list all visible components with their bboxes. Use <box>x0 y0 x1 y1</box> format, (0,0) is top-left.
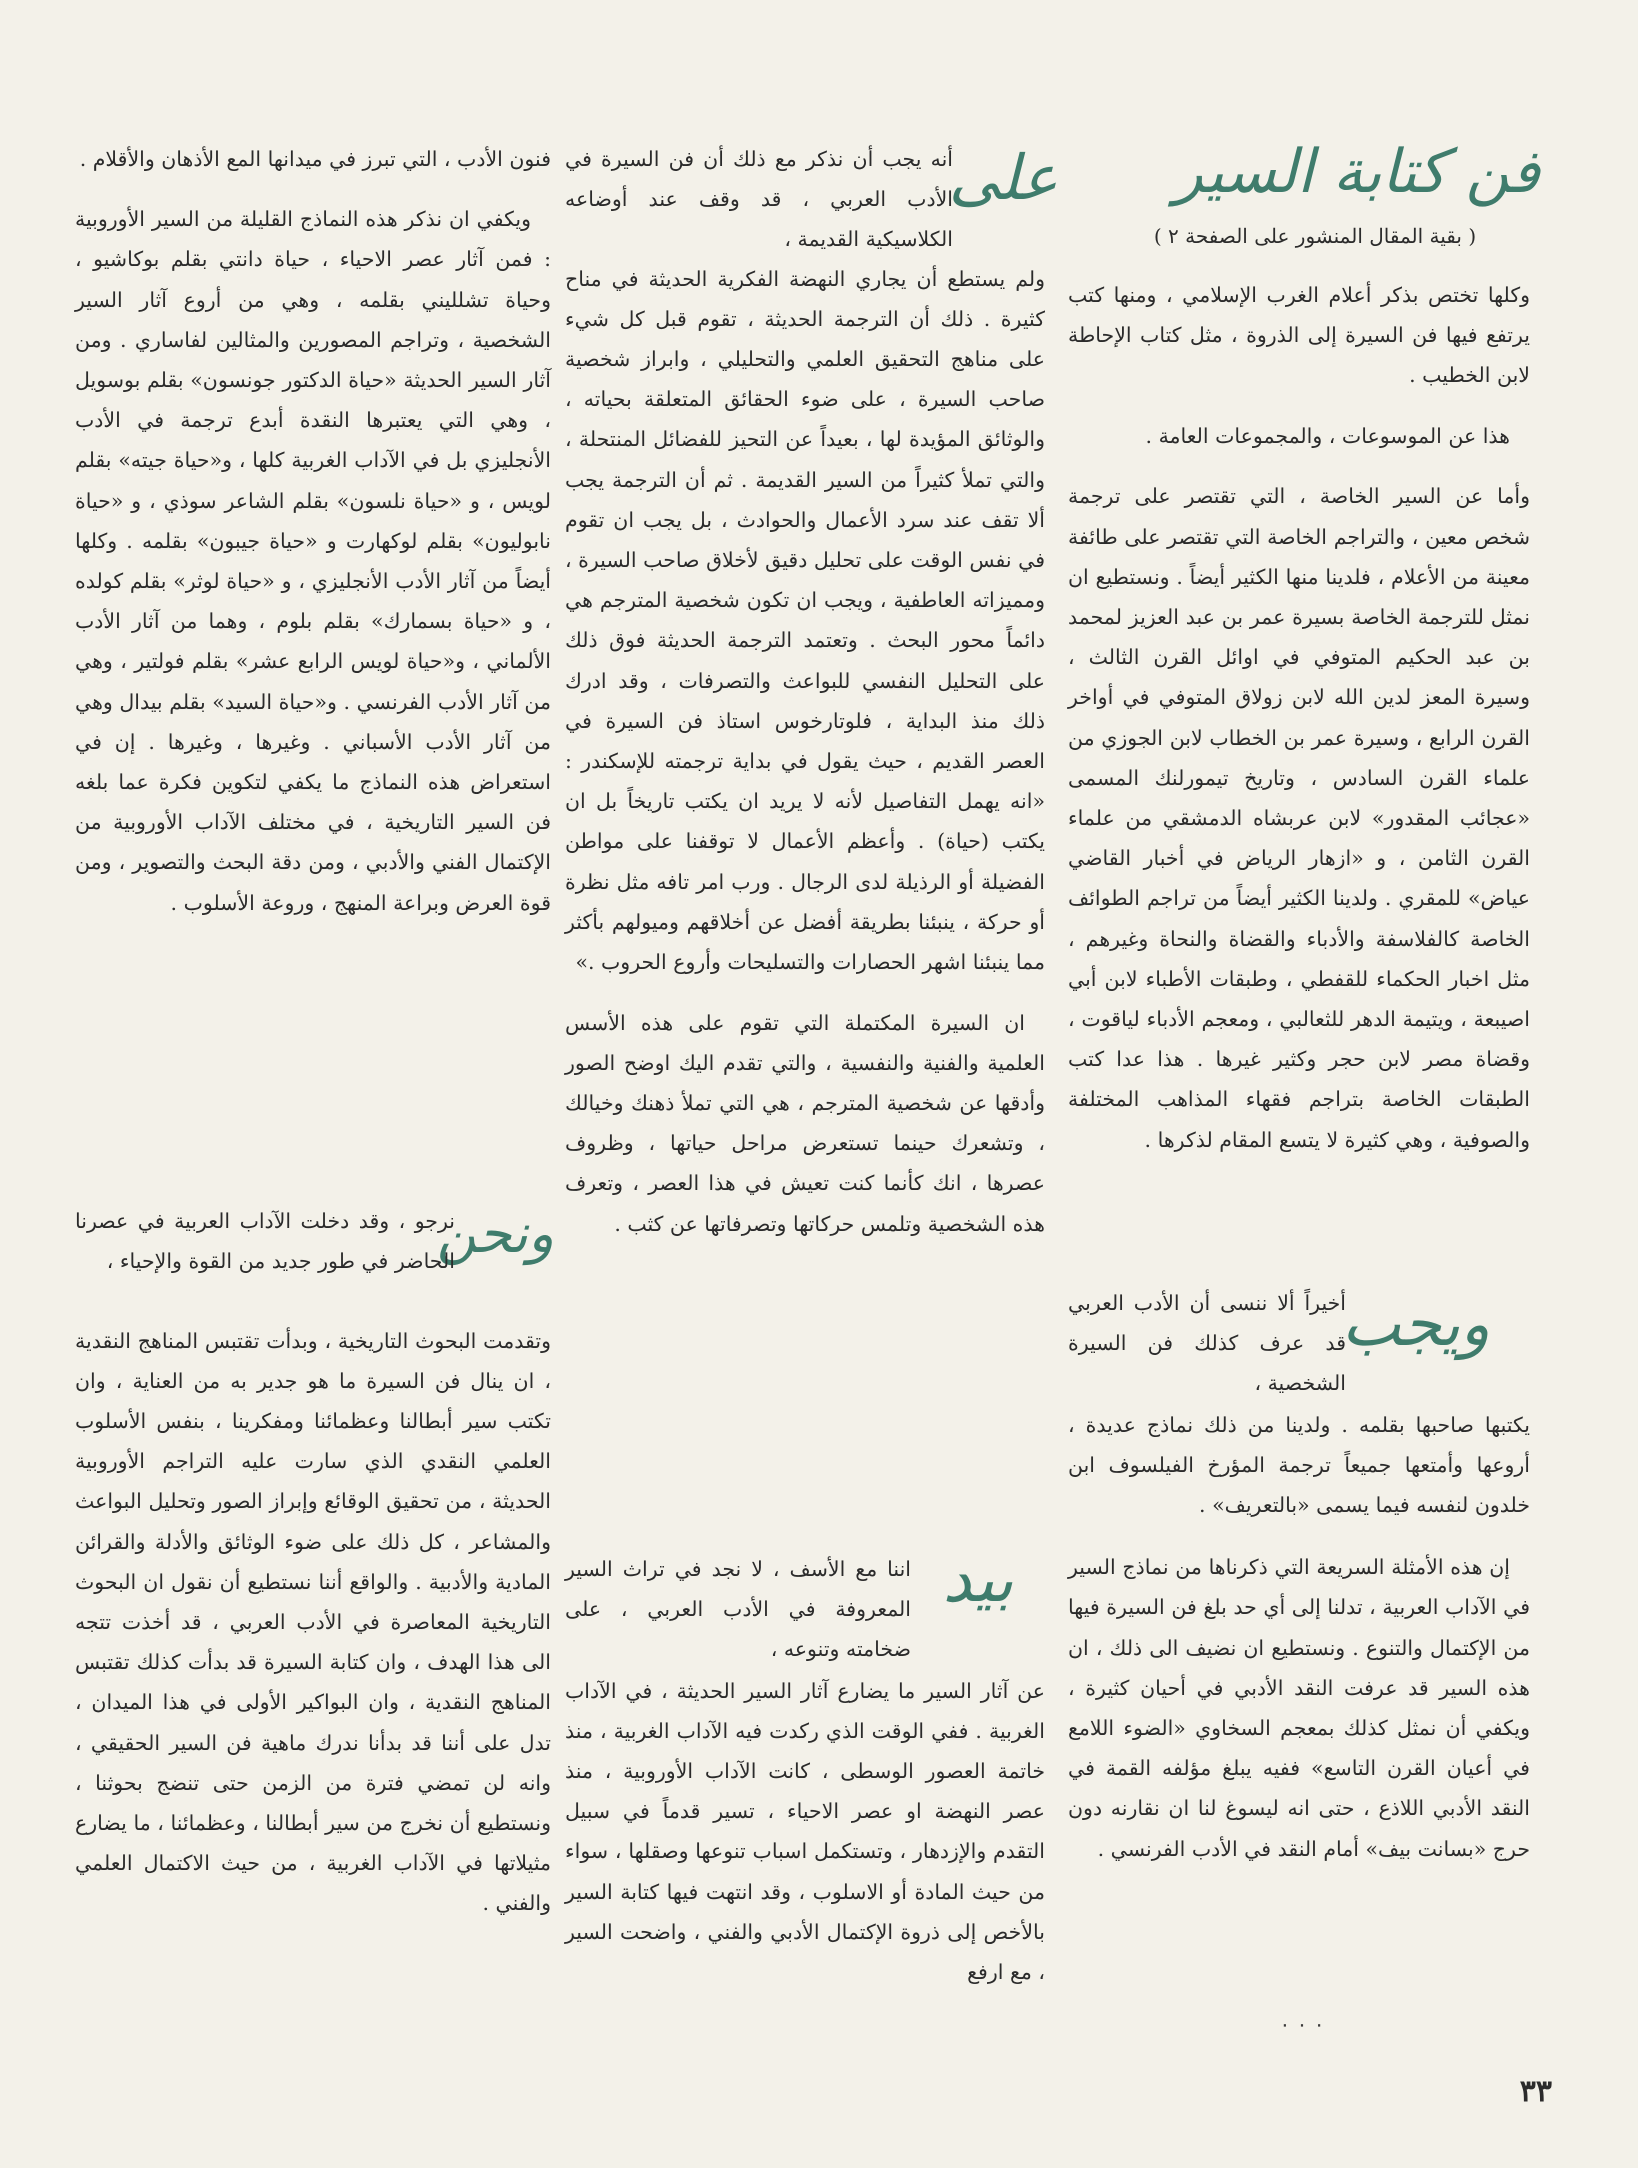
paragraph: هذا عن الموسوعات ، والمجموعات العامة . <box>1145 423 1510 448</box>
paragraph: ان السيرة المكتملة التي تقوم على هذه الأسس العلمية والفنية والنفسية ، والتي تقدم اليك اوضح الصور وأدقها عن شخصية المترجم ، هي التي تملأ ذهنك وخيالك ، وتشعرك حينما تستعرض مراحل حياتها ، وظروف عصرها ، انك كأنما كنت تعيش في هذا العصر ، وتعرف هذه الشخصية وتلمس حركاتها وتصرفاتها عن كثب . <box>565 1010 1045 1236</box>
paragraph: ويكفي ان نذكر هذه النماذج القليلة من السير الأوروبية : فمن آثار عصر الاحياء ، حياة دانتي بقلم بوكاشيو ، وحياة تشلليني بقلمه ، وهي من أروع آثار السير الشخصية ، وتراجم المصورين والمثالين لفاساري . ومن آثار السير الحديثة «حياة الدكتور جونسون» بقلم بوسويل ، وهي التي يعتبرها النقدة أبدع ترجمة في الأدب الأنجليزي بل في الآداب الغربية كلها ، و«حياة جيته» بقلم لويس ، و «حياة نلسون» بقلم الشاعر سوذي ، و «حياة نابوليون» بقلم لوكهارت و «حياة جيبون» بقلمه . وكلها أيضاً من آثار الأدب الأنجليزي ، و «حياة لوثر» بقلم كولده ، و «حياة بسمارك» بقلم بلوم ، وهما من آثار الأدب الألماني ، و«حياة لويس الرابع عشر» بقلم فولتير ، وهي من آثار الأدب الفرنسي . و«حياة السيد» بقلم بيدال وهي من آثار الأدب الأسباني . وغيرها ، وغيرها . إن في استعراض هذه النماذج ما يكفي لتكوين فكرة عما بلغه فن السير التاريخية ، في مختلف الآداب الأوروبية من الإكتمال الفني والأدبي ، ومن دقة البحث والتصوير ، ومن قوة العرض وبراعة المنهج ، وروعة الأسلوب . <box>75 207 551 915</box>
page-number: ٣٣ <box>1519 2074 1552 2109</box>
drop-word-ala: على <box>948 141 1058 214</box>
paragraph: وكلها تختص بذكر أعلام الغرب الإسلامي ، ومنها كتب يرتفع فيها فن السيرة إلى الذروة ، مثل كتاب الإحاطة لابن الخطيب . <box>1068 282 1530 387</box>
paragraph: ولم يستطع أن يجاري النهضة الفكرية الحديثة في مناح كثيرة . ذلك أن الترجمة الحديثة ، تقوم قبل كل شيء على مناهج التحقيق العلمي والتحليلي ، وابراز شخصية صاحب السيرة ، على ضوء الحقائق المتعلقة بحياته ، والوثائق المؤيدة لها ، بعيداً عن التحيز للفضائل المنتحلة ، والتي تملأ كثيراً من السير القديمة . ثم أن الترجمة يجب ألا تقف عند سرد الأعمال والحوادث ، بل يجب ان تقوم في نفس الوقت على تحليل دقيق لأخلاق صاحب السيرة ، ومميزاته العاطفية ، ويجب ان تكون شخصية المترجم هي دائماً محور البحث . وتعتمد الترجمة الحديثة فوق ذلك على التحليل النفسي للبواعث والتصرفات ، وقد ادرك ذلك منذ البداية ، فلوتارخوس استاذ فن السيرة في العصر القديم ، حيث يقول في بداية ترجمته للإسكندر : «انه يهمل التفاصيل لأنه لا يريد ان يكتب تاريخاً بل ان يكتب (حياة) . وأعظم الأعمال لا توقفنا على مواطن الفضيلة أو الرذيلة لدى الرجال . ورب امر تافه مثل نظرة أو حركة ، ينبئنا بطريقة أفضل عن أخلاقهم وميولهم بأكثر مما ينبئنا اشهر الحصارات والتسليحات وأروع الحروب .» <box>565 266 1045 974</box>
drop-word-bayd: بيد <box>942 1543 1014 1617</box>
paragraph: وتقدمت البحوث التاريخية ، وبدأت تقتبس المناهج النقدية ، ان ينال فن السيرة ما هو جدير به من العناية ، وان تكتب سير أبطالنا وعظمائنا ومفكرينا ، بنفس الأسلوب العلمي النقدي الذي سارت عليه التراجم الأوروبية الحديثة ، من تحقيق الوقائع وإبراز الصور وتحليل البواعث والمشاعر ، كل ذلك على ضوء الوثائق والأدلة والقرائن المادية والأدبية . والواقع أننا نستطيع أن نقول ان البحوث التاريخية المعاصرة في الأدب العربي ، قد أخذت تتجه الى هذا الهدف ، وان كتابة السيرة قد بدأت كذلك تقتبس المناهج النقدية ، وان البواكير الأولى في هذا الميدان ، تدل على أننا قد بدأنا ندرك ماهية فن السير الحقيقي ، وانه لن تمضي فترة من الزمن حتى تنضج بحوثنا ، ونستطيع أن نخرج من سير أبطالنا ، وعظمائنا ، ما يضارع مثيلاتها في الآداب الغربية ، من حيث الاكتمال العلمي والفني . <box>75 1328 551 1916</box>
middle-column-top <box>565 238 1045 1264</box>
paragraph-lead: أخيراً ألا ننسى أن الأدب العربي قد عرف كذلك فن السيرة الشخصية ، <box>1068 1290 1346 1395</box>
paragraph-lead: اننا مع الأسف ، لا نجد في تراث السير المعروفة في الأدب العربي ، على ضخامته وتنوعه ، <box>565 1556 911 1661</box>
middle-column-bottom <box>565 1650 1045 2013</box>
drop-word-nahnu: ونحن <box>436 1202 554 1265</box>
right-column-bottom <box>1068 1384 1530 1889</box>
section-end-dots: ٠ ٠ ٠ <box>1279 2012 1325 2036</box>
left-column-bottom <box>75 1300 551 1944</box>
drop-word-yajib: ويجب <box>1341 1287 1490 1360</box>
right-column-top <box>1068 254 1530 1180</box>
paragraph: يكتبها صاحبها بقلمه . ولدينا من ذلك نماذج عديدة ، أروعها وأمتعها جميعاً ترجمة المؤرخ الفيلسوف ابن خلدون لنفسه فيما يسمى «بالتعريف» . <box>1068 1412 1530 1517</box>
left-column-top <box>75 118 551 943</box>
paragraph: فنون الأدب ، التي تبرز في ميدانها المع الأذهان والأقلام . <box>79 146 551 171</box>
paragraph: وأما عن السير الخاصة ، التي تقتصر على ترجمة شخص معين ، والتراجم الخاصة التي تقتصر على طائفة معينة من الأعلام ، فلدينا منها الكثير أيضاً . ونستطيع ان نمثل للترجمة الخاصة بسيرة عمر بن عبد العزيز لمحمد بن عبد الحكيم المتوفي في اوائل القرن الثالث ، وسيرة المعز لدين الله لابن زولاق المتوفي في أواخر القرن الرابع ، وسيرة عمر بن الخطاب لابن الجوزي من علماء القرن السادس ، وتاريخ تيمورلنك المسمى «عجائب المقدور» لابن عربشاه الدمشقي من علماء القرن الثامن ، و «ازهار الرياض في أخبار القاضي عياض» للمقري . ولدينا الكثير أيضاً من تراجم الطوائف الخاصة كالفلاسفة والأدباء والقضاة والنحاة وغيرهم ، مثل اخبار الحكماء للقفطي ، وطبقات الأطباء لابن أبي اصيبعة ، ويتيمة الدهر للثعالبي ، ومعجم الأدباء لياقوت ، وقضاة مصر لابن حجر وكثير غيرها . هذا عدا كتب الطبقات الخاصة بتراجم فقهاء المذاهب المختلفة والصوفية ، وهي كثيرة لا يتسع المقام لذكرها . <box>1068 484 1530 1152</box>
paragraph-lead: نرجو ، وقد دخلت الآداب العربية في عصرنا الحاضر في طور جديد من القوة والإحياء ، <box>75 1208 455 1273</box>
paragraph: إن هذه الأمثلة السريعة التي ذكرناها من نماذج السير في الآداب العربية ، تدلنا إلى أي حد بلغ فن السيرة فيها من الإكتمال والتنوع . ونستطيع ان نضيف الى ذلك ، ان هذه السير قد عرفت النقد الأدبي في أحيان كثيرة ، ويكفي أن نمثل كذلك بمعجم السخاوي «الضوء اللامع في أعيان القرن التاسع» ففيه يبلغ مؤلفه القمة في النقد الأدبي اللاذع ، حتى انه ليسوغ لنا ان نقارنه دون حرج «بسانت بيف» أمام النقد في الأدب الفرنسي . <box>1068 1555 1530 1861</box>
paragraph-lead: أنه يجب أن نذكر مع ذلك أن فن السيرة في الأدب العربي ، قد وقف عند أوضاعه الكلاسيكية القديمة ، <box>565 146 953 251</box>
article-title: فن كتابة السير <box>1173 137 1540 207</box>
paragraph: عن آثار السير ما يضارع آثار السير الحديثة ، في الآداب الغربية . ففي الوقت الذي ركدت فيه الآداب الغربية ، منذ خاتمة العصور الوسطى ، كانت الآداب الأوروبية ، منذ عصر النهضة او عصر الاحياء ، تسير قدماً في سبيل التقدم والإزدهار ، وتستكمل اسباب تنوعها وصقلها ، سواء من حيث المادة أو الاسلوب ، وقد انتهت فيها كتابة السير بالأخص إلى ذروة الإكتمال الأدبي والفني ، واضحت السير ، مع ارفع <box>565 1678 1045 1984</box>
article-subtitle: ( بقية المقال المنشور على الصفحة ٢ ) <box>1153 224 1477 248</box>
left-column-lead <box>75 1180 455 1301</box>
